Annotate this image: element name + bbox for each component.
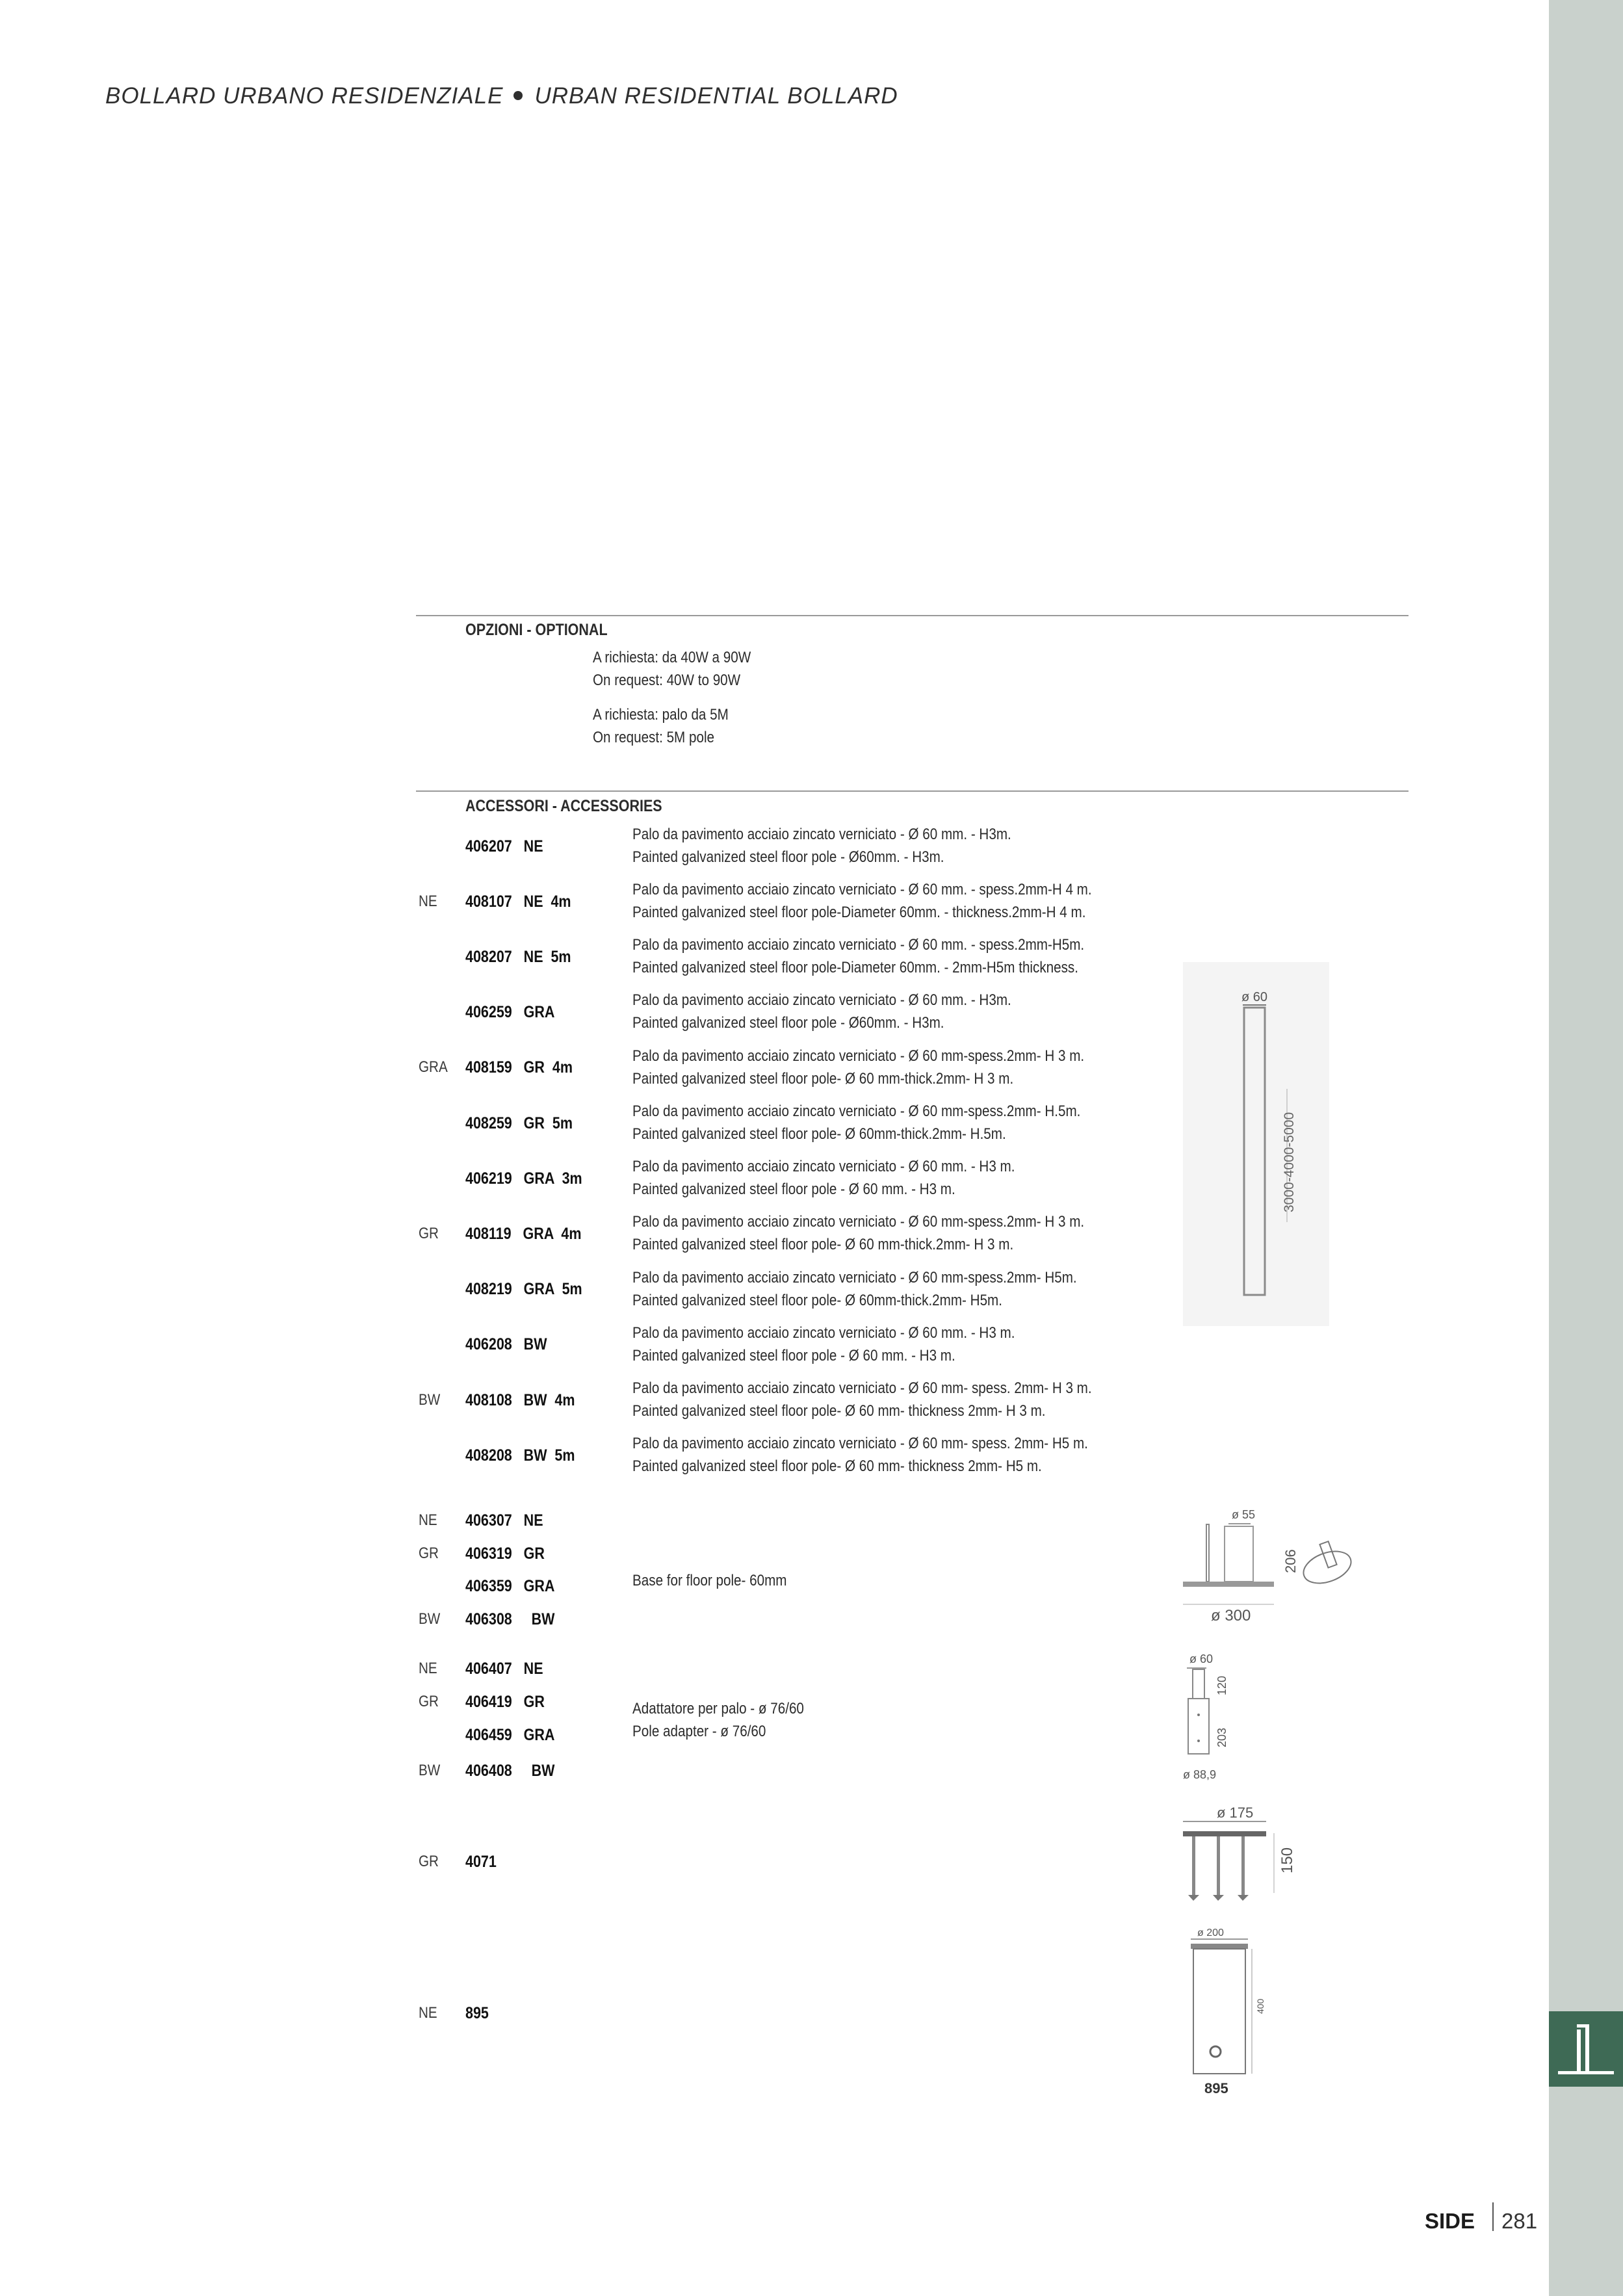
pole-drawing xyxy=(1183,962,1329,1326)
box-code-label: 895 xyxy=(1204,2080,1228,2096)
description-en: Painted galvanized steel floor pole - Ø 60 mm. - H3 m. xyxy=(632,1181,955,1198)
adapter-bottom-label: ø 88,9 xyxy=(1183,1768,1217,1781)
finish-label: NE xyxy=(419,2004,437,2022)
base-drawing xyxy=(1183,1507,1358,1627)
description-en: Painted galvanized steel floor pole- Ø 60 mm- thickness 2mm- H 3 m. xyxy=(632,1402,1046,1420)
brand-name: SIDE xyxy=(1425,2209,1475,2233)
header-title-it: BOLLARD URBANO RESIDENZIALE xyxy=(105,83,504,109)
optional-item-it: A richiesta: da 40W a 90W xyxy=(593,649,751,666)
description-en: Painted galvanized steel floor pole- Ø 60mm-thick.2mm- H5m. xyxy=(632,1292,1002,1309)
page-header xyxy=(105,83,898,109)
description-it: Palo da pavimento acciaio zincato verniciato - Ø 60 mm-spess.2mm- H 3 m. xyxy=(632,1213,1085,1231)
footer-divider xyxy=(1492,2202,1494,2231)
product-code: 406459 GRA xyxy=(465,1726,555,1744)
product-code: 408208 BW 5m xyxy=(465,1446,575,1465)
description-en: Painted galvanized steel floor pole - Ø60mm. - H3m. xyxy=(632,848,944,866)
optional-title: OPZIONI - OPTIONAL xyxy=(465,621,608,639)
finish-label: BW xyxy=(419,1391,441,1409)
description-it: Palo da pavimento acciaio zincato verniciato - Ø 60 mm. - H3 m. xyxy=(632,1158,1015,1175)
finish-label: BW xyxy=(419,1610,441,1628)
product-code: 406207 NE xyxy=(465,837,543,855)
section-divider xyxy=(416,790,1409,792)
finish-label: NE xyxy=(419,893,437,910)
finish-label: BW xyxy=(419,1762,441,1779)
description-it: Palo da pavimento acciaio zincato verniciato - Ø 60 mm-spess.2mm- H 3 m. xyxy=(632,1047,1085,1065)
anchor-drawing xyxy=(1183,1802,1300,1916)
description-it: Palo da pavimento acciaio zincato verniciato - Ø 60 mm-spess.2mm- H.5m. xyxy=(632,1102,1081,1120)
description-it: Palo da pavimento acciaio zincato verniciato - Ø 60 mm. - H3m. xyxy=(632,826,1011,843)
anchor-height-label: 150 xyxy=(1279,1847,1296,1873)
description-en: Painted galvanized steel floor pole- Ø 60 mm-thick.2mm- H 3 m. xyxy=(632,1070,1014,1088)
description-it: Palo da pavimento acciaio zincato verniciato - Ø 60 mm. - H3m. xyxy=(632,991,1011,1009)
description-it: Palo da pavimento acciaio zincato verniciato - Ø 60 mm. - spess.2mm-H5m. xyxy=(632,936,1085,954)
product-code: 406308 BW xyxy=(465,1610,555,1628)
finish-label: GR xyxy=(419,1225,439,1242)
product-code: 406408 BW xyxy=(465,1762,555,1780)
pole-height-label: 3000-4000-5000 xyxy=(1282,1112,1297,1212)
description-en: Painted galvanized steel floor pole- Ø 60mm-thick.2mm- H.5m. xyxy=(632,1125,1006,1143)
description-en: Painted galvanized steel floor pole- Ø 60 mm-thick.2mm- H 3 m. xyxy=(632,1236,1014,1253)
base-top-label: ø 55 xyxy=(1232,1508,1256,1521)
product-code: 406208 BW xyxy=(465,1335,547,1353)
finish-label: NE xyxy=(419,1660,437,1677)
description-it: Palo da pavimento acciaio zincato verniciato - Ø 60 mm- spess. 2mm- H 3 m. xyxy=(632,1379,1092,1397)
box-height-label: 400 xyxy=(1255,1998,1266,2014)
description-en: Painted galvanized steel floor pole- Ø 60 mm- thickness 2mm- H5 m. xyxy=(632,1457,1042,1475)
adapter-description-en: Pole adapter - ø 76/60 xyxy=(632,1723,766,1740)
finish-label: GR xyxy=(419,1545,439,1562)
anchor-diameter-label: ø 175 xyxy=(1217,1805,1254,1821)
page-number: 281 xyxy=(1501,2209,1538,2233)
product-code: 406259 GRA xyxy=(465,1003,555,1021)
header-title-en: URBAN RESIDENTIAL BOLLARD xyxy=(534,83,898,109)
product-code: 408207 NE 5m xyxy=(465,948,571,966)
product-code: 408119 GRA 4m xyxy=(465,1225,582,1243)
adapter-drawing xyxy=(1183,1650,1267,1786)
base-bottom-label: ø 300 xyxy=(1211,1607,1251,1624)
pole-diameter-label: ø 60 xyxy=(1241,990,1268,1004)
product-code: 895 xyxy=(465,2004,489,2022)
description-en: Painted galvanized steel floor pole-Diameter 60mm. - thickness.2mm-H 4 m. xyxy=(632,904,1086,921)
side-bar xyxy=(1549,0,1623,2296)
adapter-top-label: ø 60 xyxy=(1189,1652,1214,1665)
product-code: 406407 NE xyxy=(465,1660,543,1678)
base-height-label: 206 xyxy=(1282,1549,1299,1573)
optional-item-en: On request: 40W to 90W xyxy=(593,672,741,689)
finish-label: GRA xyxy=(419,1058,448,1076)
product-code: 408159 GR 4m xyxy=(465,1058,573,1076)
product-code: 406359 GRA xyxy=(465,1577,555,1595)
product-code: 408108 BW 4m xyxy=(465,1391,575,1409)
description-en: Painted galvanized steel floor pole - Ø 60 mm. - H3 m. xyxy=(632,1347,955,1364)
optional-item-en: On request: 5M pole xyxy=(593,729,715,746)
box-drawing xyxy=(1183,1923,1267,2098)
description-en: Painted galvanized steel floor pole-Diameter 60mm. - 2mm-H5m thickness. xyxy=(632,959,1078,976)
product-tab-icon xyxy=(1549,2011,1623,2087)
product-code: 406307 NE xyxy=(465,1511,543,1530)
optional-item-it: A richiesta: palo da 5M xyxy=(593,706,729,724)
description-it: Palo da pavimento acciaio zincato verniciato - Ø 60 mm- spess. 2mm- H5 m. xyxy=(632,1435,1088,1452)
product-code: 406219 GRA 3m xyxy=(465,1169,582,1188)
accessories-title: ACCESSORI - ACCESSORIES xyxy=(465,797,662,815)
product-code: 406319 GR xyxy=(465,1545,545,1563)
bullet-dot-icon xyxy=(513,91,523,100)
adapter-h2-label: 203 xyxy=(1215,1727,1228,1747)
product-code: 408107 NE 4m xyxy=(465,893,571,911)
product-code: 408259 GR 5m xyxy=(465,1114,573,1132)
description-it: Palo da pavimento acciaio zincato verniciato - Ø 60 mm-spess.2mm- H5m. xyxy=(632,1269,1077,1286)
description-it: Palo da pavimento acciaio zincato verniciato - Ø 60 mm. - H3 m. xyxy=(632,1324,1015,1342)
finish-label: NE xyxy=(419,1511,437,1529)
base-description: Base for floor pole- 60mm xyxy=(632,1572,787,1589)
description-en: Painted galvanized steel floor pole - Ø60mm. - H3m. xyxy=(632,1014,944,1032)
finish-label: GR xyxy=(419,1853,439,1870)
product-code: 406419 GR xyxy=(465,1693,545,1711)
description-it: Palo da pavimento acciaio zincato verniciato - Ø 60 mm. - spess.2mm-H 4 m. xyxy=(632,881,1092,898)
finish-label: GR xyxy=(419,1693,439,1710)
product-code: 4071 xyxy=(465,1853,497,1871)
section-divider xyxy=(416,615,1409,616)
adapter-h1-label: 120 xyxy=(1215,1675,1228,1695)
adapter-description-it: Adattatore per palo - ø 76/60 xyxy=(632,1700,804,1717)
box-diameter-label: ø 200 xyxy=(1197,1927,1224,1938)
product-code: 408219 GRA 5m xyxy=(465,1280,582,1298)
